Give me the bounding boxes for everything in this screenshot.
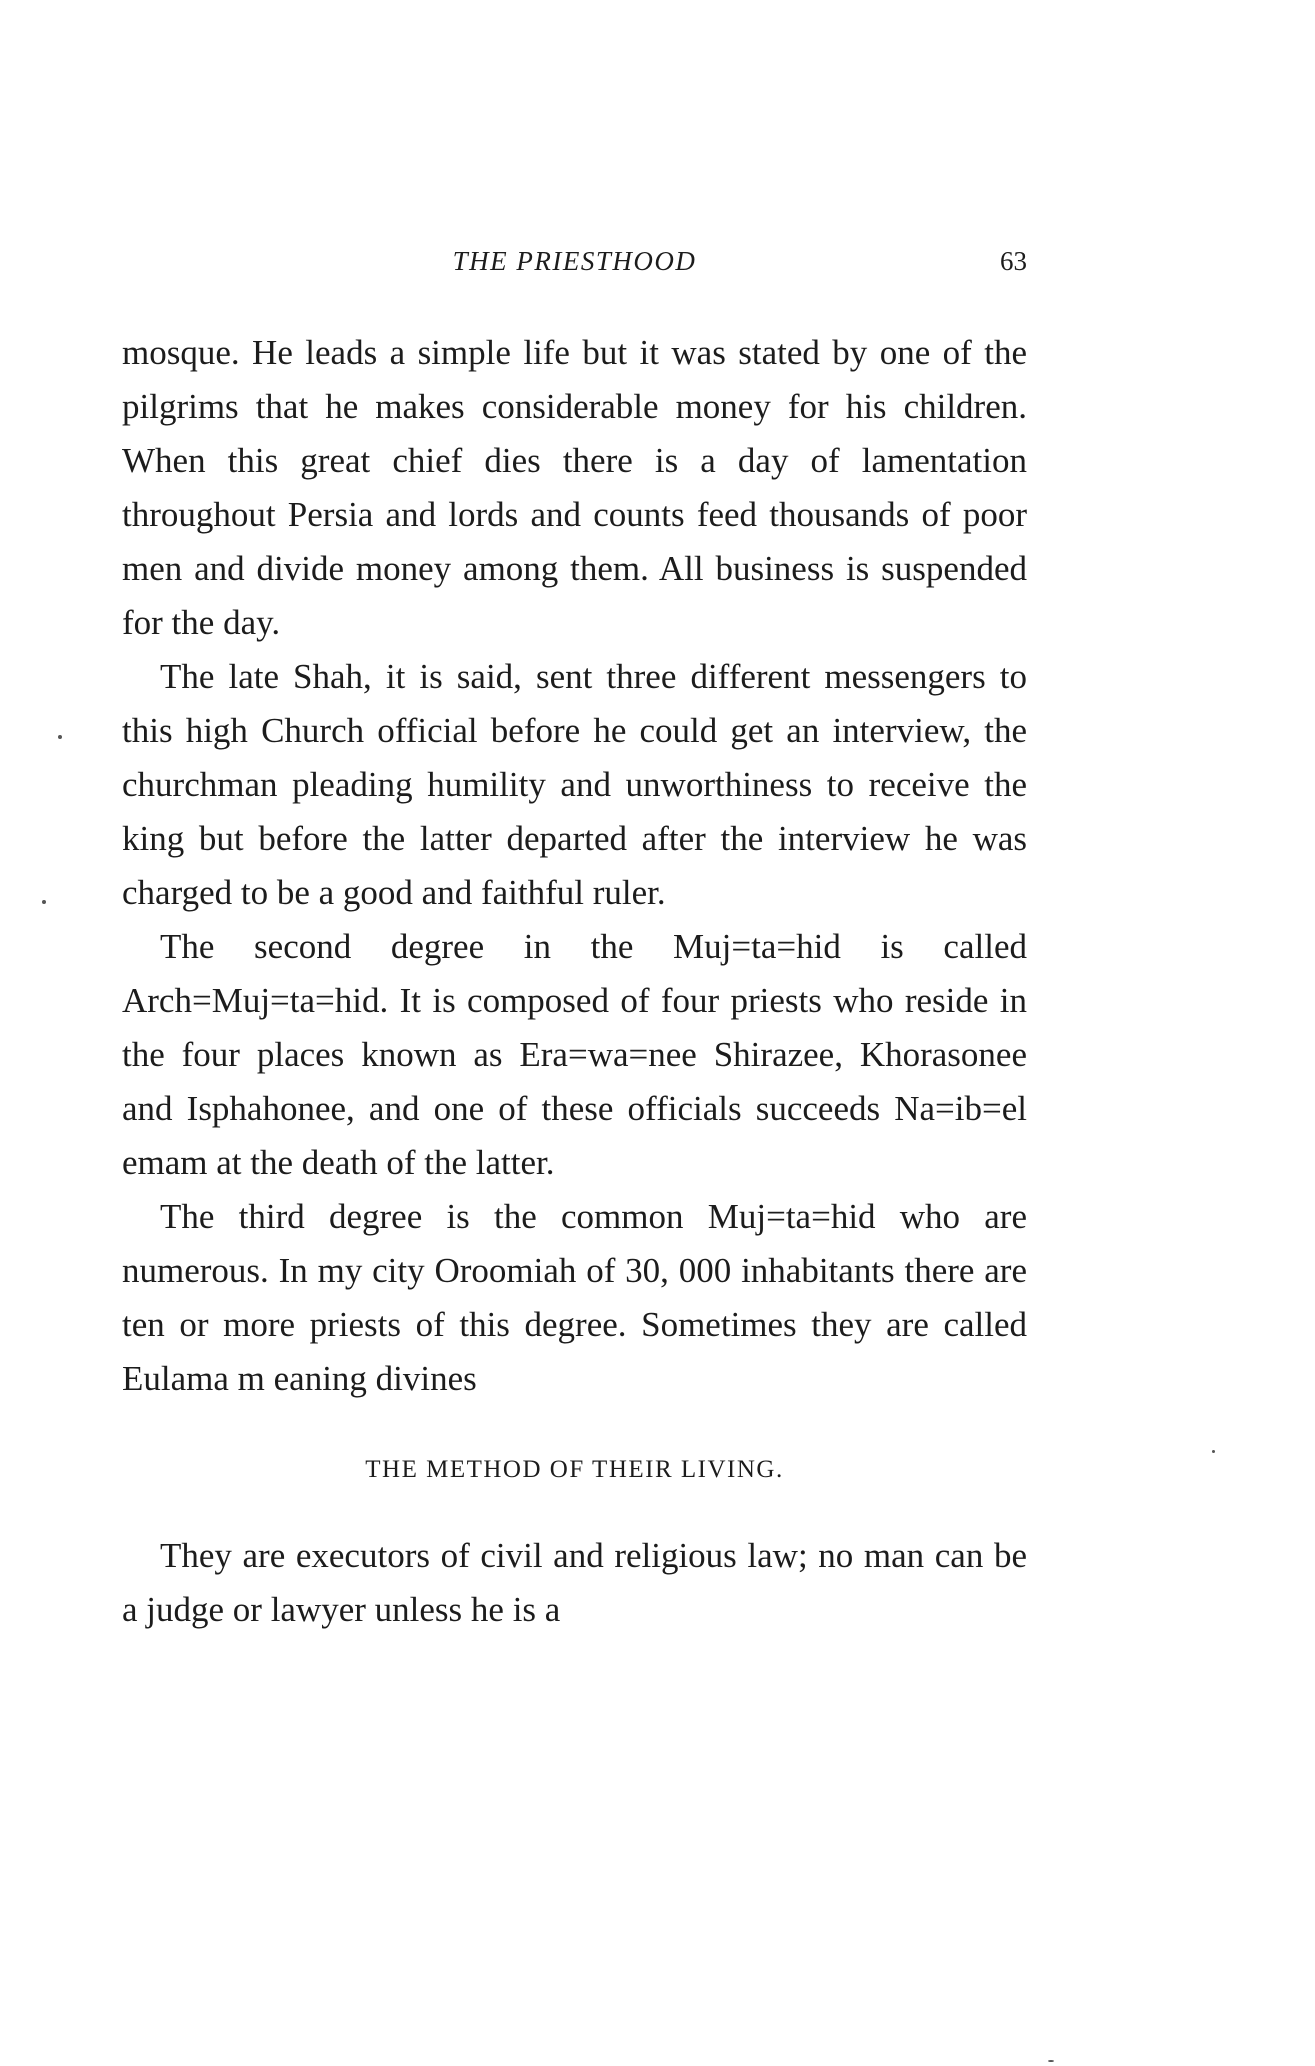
page-number: 63: [1000, 246, 1027, 276]
print-speck: [42, 900, 46, 904]
body-text: [122, 326, 1027, 1637]
print-speck: [1212, 1450, 1215, 1453]
paragraph-mosque: mosque. He leads a simple life but it was stated by one of the pilgrims that he makes considerable money for his children. When this great chief dies there is a day of lamentation throughout Persia and lords and counts feed thousands of poor men and divide money among them. All business is suspended for the day.: [122, 333, 1027, 642]
paragraph-second-degree: The second degree in the Muj=ta=hid is called Arch=Muj=ta=hid. It is composed of four priests who reside in the four places known as Era=wa=nee Shirazee, Khorasonee and Isphahonee, and one of these officials succeeds Na=ib=el emam at the death of the latter.: [122, 927, 1027, 1182]
paragraph-method-of-living: They are executors of civil and religious law; no man can be a judge or lawyer unless he is a: [122, 1536, 1027, 1629]
print-speck: [1048, 2060, 1054, 2062]
section-heading: THE METHOD OF THEIR LIVING.: [365, 1456, 784, 1483]
paragraph-late-shah: The late Shah, it is said, sent three different messengers to this high Church official before he could get an interview, the churchman pleading humility and unworthiness to receive the king but before the latter departed after the interview he was charged to be a good and faithful ruler.: [122, 657, 1027, 912]
running-head: [122, 244, 1027, 278]
running-title: THE PRIESTHOOD: [452, 246, 697, 276]
print-speck: [58, 735, 62, 739]
paragraph-third-degree: The third degree is the common Muj=ta=hid who are numerous. In my city Oroomiah of 30, 000 inhabitants there are ten or more priests of this degree. Sometimes they are called Eulama m eaning divines: [122, 1197, 1027, 1398]
